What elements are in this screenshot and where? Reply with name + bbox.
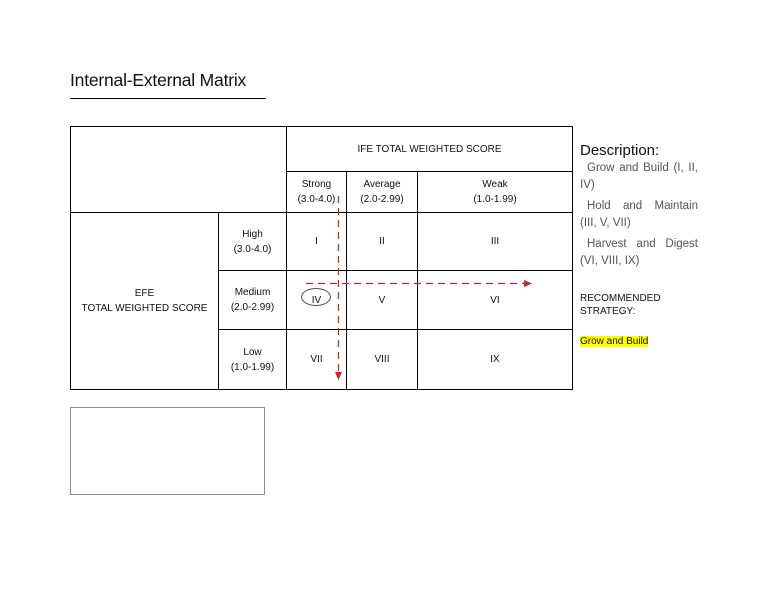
row-range: (1.0-1.99) [230, 361, 275, 373]
empty-text-box[interactable] [70, 407, 265, 495]
strategy-highlight: Grow and Build [580, 336, 649, 347]
column-name: Average [363, 179, 401, 190]
column-range: (2.0-2.99) [360, 194, 404, 205]
matrix-cell: II [347, 213, 418, 271]
matrix-cell: V [347, 271, 418, 330]
description-item: Harvest and Digest (VI, VIII, IX) [580, 238, 698, 267]
matrix-cell: III [418, 213, 573, 271]
matrix-cell: VII [287, 330, 347, 390]
column-range: (1.0-1.99) [473, 194, 517, 205]
description-item: Hold and Maintain (III, V, VII) [580, 200, 698, 229]
efe-label: EFE [134, 288, 155, 299]
highlight-circle [301, 288, 331, 306]
matrix-cell: VI [418, 271, 573, 330]
recommended-strategy-value [580, 335, 648, 348]
description-title: Description: [580, 142, 660, 159]
corner-cell [71, 127, 287, 213]
matrix-cell: I [287, 213, 347, 271]
description-item: Grow and Build (I, II, IV) [580, 162, 698, 191]
row-range: (2.0-2.99) [230, 302, 275, 313]
description-panel [580, 142, 698, 274]
title-underline [70, 98, 266, 99]
matrix-cell: IX [418, 330, 573, 390]
column-range: (3.0-4.0) [297, 194, 336, 205]
column-header-strong [287, 172, 347, 213]
page-title: Internal-External Matrix [70, 70, 247, 90]
column-name: Strong [301, 179, 332, 190]
ie-matrix-table [70, 126, 573, 390]
row-header-high [219, 213, 287, 271]
row-header-low [219, 330, 287, 390]
column-name: Weak [482, 179, 508, 190]
efe-sublabel: TOTAL WEIGHTED SCORE [81, 303, 208, 314]
column-header-average [347, 172, 418, 213]
row-name: Low [243, 346, 262, 358]
matrix-cell: IV [287, 271, 347, 330]
row-name: High [242, 228, 263, 240]
recommended-strategy-label: RECOMMENDED STRATEGY: [580, 293, 661, 317]
ife-header: IFE TOTAL WEIGHTED SCORE [287, 127, 573, 172]
efe-label-cell [71, 213, 219, 390]
column-header-weak [418, 172, 573, 213]
matrix-cell: VIII [347, 330, 418, 390]
row-name: Medium [234, 287, 271, 298]
row-range: (3.0-4.0) [233, 243, 272, 255]
row-header-medium [219, 271, 287, 330]
